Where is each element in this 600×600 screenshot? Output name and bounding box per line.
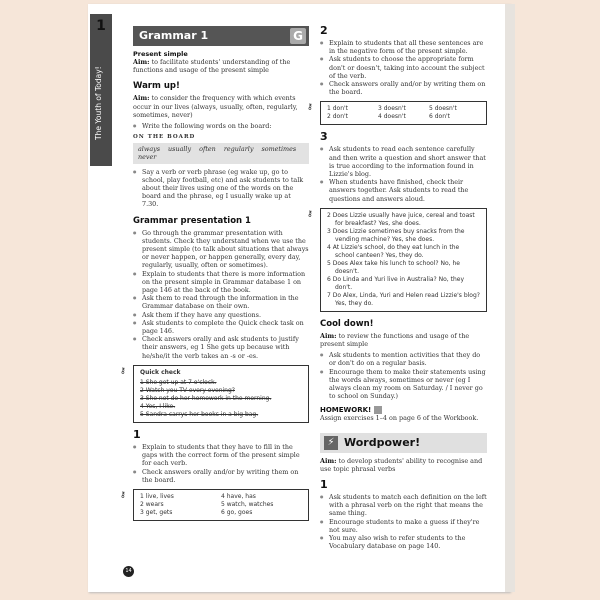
exercise-3-number: 3 [320, 130, 328, 144]
answer: 6 don't [429, 113, 451, 121]
ex2-bullet: ● Explain to students that all these sentences are in the negative form of the present simple. [320, 39, 487, 55]
answer: 1 don't [327, 105, 349, 113]
cooldown-title: Cool down! [320, 318, 374, 329]
ex3-bullet: ● Ask students to read each sentence carefully and then write a question and short answer that is true according to the information found in Lizzie's blog. [320, 145, 487, 178]
cooldown-bullet: ● Encourage them to make their statements using the words always, sometimes or never (eg I always clean my room on Saturday. / I never go to school on Sunday.) [320, 368, 487, 401]
answer: 4 doesn't [378, 113, 406, 121]
homework-text: Assign exercises 1–4 on page 6 of the Workbook. [320, 414, 479, 423]
wordpower-bullet: ● Ask students to match each definition on the left with a phrasal verb on the right that means the same thing. [320, 493, 487, 518]
homework-title: HOMEWORK! [320, 406, 372, 415]
grammar-aim: Aim: to facilitate students' understanding of the functions and usage of the present simple [133, 58, 291, 75]
wordpower-header [320, 433, 487, 453]
ex1-answers [120, 489, 309, 521]
grammar-title: Grammar 1 [139, 29, 209, 42]
unit-number: 1 [96, 18, 106, 34]
answer: 5 Does Alex take his lunch to school? No, he doesn't. [327, 259, 460, 275]
answer: 3 doesn't [378, 105, 406, 113]
wordpower-bullet: ● Encourage students to make a guess if they're not sure. [320, 518, 487, 534]
answer: 3 get, gets [140, 508, 173, 516]
quick-check-item: 1 She get up at 7 o'clock. [140, 378, 217, 386]
page-number: 14 [123, 566, 134, 577]
answer: 7 Do Alex, Linda, Yuri and Helen read Lizzie's blog? Yes, they do. [327, 291, 480, 307]
gp-bullet: ● Explain to students that there is more information on the present simple in Grammar database 1 on page 146 at the back of the book. [133, 270, 309, 295]
warmup-title: Warm up! [133, 81, 180, 92]
ex3-answers [307, 208, 487, 312]
wordpower-title: Wordpower! [344, 436, 421, 450]
ex2-answers [307, 101, 487, 125]
left-column [120, 26, 309, 525]
exercise-2-number: 2 [320, 24, 328, 37]
quick-check-box [120, 365, 309, 423]
ex2-bullet: ● Check answers orally and/or by writing them on the board. [320, 80, 487, 96]
answer: 4 At Lizzie's school, do they eat lunch in the school canteen? Yes, they do. [327, 243, 460, 259]
answer: 2 Does Lizzie usually have juice, cereal and toast for breakfast? Yes, she does. [327, 211, 475, 227]
quick-check-title: Quick check [140, 368, 181, 376]
exercise-1-number: 1 [133, 427, 141, 441]
gp-bullet: ● Check answers orally and ask students to justify their answers, eg 1 She gets up because with he/she/it the verb takes an -s or -es. [133, 335, 309, 360]
grammar-header [133, 26, 309, 46]
right-column [307, 24, 487, 551]
cooldown-aim: Aim: to review the functions and usage of the present simple [320, 331, 470, 349]
quick-check-item: 4 Yes, I like. [140, 402, 176, 410]
gp-bullet: ● Ask them if they have any questions. [133, 311, 309, 319]
grammar-subtitle: Present simple [133, 50, 188, 58]
cooldown-bullet: ● Ask students to mention activities that they do or don't do on a regular basis. [320, 351, 487, 367]
quick-check-item: 3 She not do her homework in the morning. [140, 394, 272, 402]
ex1-bullet: ● Explain to students that they have to fill in the gaps with the correct form of the present simple for each verb. [133, 443, 309, 468]
quick-check-item: 5 Sandra carrys her books in a big bag. [140, 410, 259, 418]
answer: 5 doesn't [429, 105, 457, 113]
workbook-icon [374, 406, 382, 414]
answer: 2 don't [327, 113, 349, 121]
key-icon: ⚷ [120, 489, 126, 499]
board-words: always usually often regularly sometimes never [133, 143, 309, 163]
warmup-bullet: ● Say a verb or verb phrase (eg wake up, go to school, play football, etc) and ask students to talk about their lives using one of the words on the board and the phrase, eg I usually wake up at 7.30. [133, 168, 309, 209]
key-icon: ⚷ [307, 102, 313, 112]
warmup-aim: Aim: to consider the frequency with which events occur in our lives (always, usually, often, regularly, sometimes, never) [133, 94, 298, 119]
answer: 5 watch, watches [221, 500, 274, 508]
answer: 2 wears [140, 500, 164, 508]
wordpower-exercise-number: 1 [320, 478, 328, 492]
ex2-bullet: ● Ask students to choose the appropriate form don't or doesn't, taking into account the subject of the verb. [320, 55, 487, 80]
unit-title: The Youth of Today! [94, 66, 103, 140]
grammar-icon: G [290, 28, 306, 44]
wordpower-aim: Aim: to develop students' ability to recognise and use topic phrasal verbs [320, 456, 483, 473]
gp-bullet: ● Ask them to read through the information in the Grammar database on their own. [133, 294, 309, 310]
answer: 1 live, lives [140, 492, 174, 500]
ex1-bullet: ● Check answers orally and/or by writing them on the board. [133, 468, 309, 484]
answer: 6 go, goes [221, 508, 253, 516]
key-icon: ⚷ [307, 208, 313, 218]
ex3-bullet: ● When students have finished, check their answers together. Ask students to read the questions and answers aloud. [320, 178, 487, 203]
key-icon: ⚷ [120, 365, 126, 375]
quick-check-item: 2 Watch you TV every evening? [140, 386, 235, 394]
answer: 4 have, has [221, 492, 256, 500]
answer: 3 Does Lizzie sometimes buy snacks from the vending machine? Yes, she does. [327, 227, 465, 243]
warmup-bullet: ● Write the following words on the board: [133, 122, 309, 130]
gp-bullet: ● Ask students to complete the Quick check task on page 146. [133, 319, 309, 335]
lightning-icon: ⚡ [324, 436, 338, 450]
board-label: ON THE BOARD [133, 134, 196, 141]
gp-title: Grammar presentation 1 [133, 215, 251, 226]
unit-tab [90, 14, 112, 166]
wordpower-bullet: ● You may also wish to refer students to the Vocabulary database on page 140. [320, 534, 487, 550]
homework-header [320, 406, 487, 414]
page-edge [505, 4, 515, 592]
answer: 6 Do Linda and Yuri live in Australia? No, they don't. [327, 275, 465, 291]
gp-bullet: ● Go through the grammar presentation with students. Check they understand when we use the present simple (to talk about situations that always or never happen, or happen generally, every day, regularly, usually, often or sometimes). [133, 229, 309, 270]
